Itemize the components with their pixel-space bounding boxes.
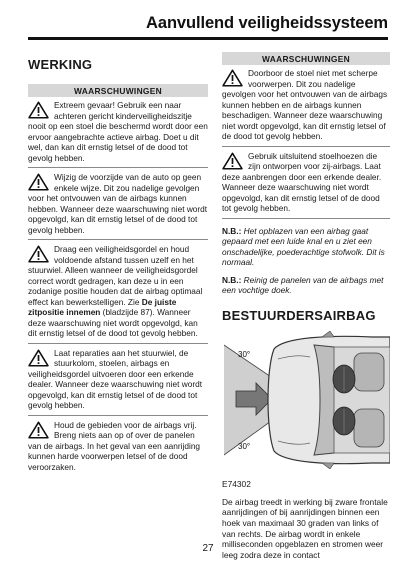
warning-triangle-icon: [28, 421, 49, 439]
cross-reference-link[interactable]: De juiste zitpositie innemen: [28, 296, 177, 317]
warning-item: [28, 244, 208, 339]
warnings-heading: WAARSCHUWINGEN: [222, 52, 390, 65]
warnings-heading: WAARSCHUWINGEN: [28, 84, 208, 97]
car-topview-illustration: [222, 331, 390, 469]
warning-text: Laat reparaties aan het stuurwiel, de stuurkolom, stoelen, airbags en veiligheidsgordel uitvoeren door een erkende dealer. Wanneer deze waarschuwing niet wordt opgevolgd, kan dit ernstig letsel of de dood tot gevolg hebben.: [28, 347, 203, 410]
figure-caption: E74302: [222, 478, 251, 489]
divider: [28, 239, 208, 240]
note: [222, 275, 390, 296]
warning-triangle-icon: [28, 349, 49, 367]
divider: [28, 167, 208, 168]
divider: [222, 146, 390, 147]
page-number: 27: [202, 543, 214, 554]
note-label: N.B.:: [222, 225, 242, 236]
warning-item: [28, 348, 208, 411]
mirror: [322, 331, 334, 337]
note-text: Reinig de panelen van de airbags met een vochtige doek.: [222, 274, 384, 295]
warning-item: [222, 151, 390, 214]
warning-triangle-icon: [222, 152, 243, 170]
warning-triangle-icon: [28, 245, 49, 263]
note-label: N.B.:: [222, 274, 242, 285]
warning-text: Doorboor de stoel niet met scherpe voorwerpen. Dit zou nadelige gevolgen voor het ontvouwen van de airbags kunnen hebben en de airbags kunnen beschadigen. Wanneer deze waarschuwing niet wordt opgevolgd, kan dit ernstig letsel of de dood tot gevolg hebben.: [222, 68, 388, 141]
warning-text: Houd de gebieden voor de airbags vrij. Breng niets aan op of over de panelen van de airbags. In het geval van een aanrijding kunnen harde voorwerpen letsel of de dood veroorzaken.: [28, 419, 201, 472]
divider: [28, 415, 208, 416]
warnings-list: [28, 100, 208, 472]
warning-text: (bladzijde 87). Wanneer deze waarschuwing niet wordt opgevolgd, kan dit ernstig letsel of de dood tot gevolg hebben.: [28, 307, 198, 338]
divider: [222, 218, 390, 219]
warning-triangle-icon: [222, 69, 243, 87]
section-title-bestuurdersairbag: BESTUURDERSAIRBAG: [222, 307, 376, 323]
right-column: [222, 52, 390, 561]
warning-text: Draag een veiligheidsgordel en houd voldoende afstand tussen uzelf en het stuurwiel. Alleen wanneer de veiligheidsgordel correct wordt gedragen, kan deze u in een zodanige positie houden dat de airbag optimaal effect kan bewerkstelligen. Zie: [28, 244, 203, 307]
warning-item: [222, 68, 390, 142]
header-rule: [28, 37, 388, 40]
warning-item: [28, 420, 208, 473]
note-text: Het opblazen van een airbag gaat gepaard met een luide knal en u ziet een onschadelijke, poederachtige stofwolk. Dit is normaal.: [222, 225, 385, 267]
body-paragraph: De airbag treedt in werking bij zware frontale aanrijdingen of bij aanrijdingen binnen een hoek van maximaal 30 graden van links of van rechts. De airbag wordt in enkele milliseconden opgeblazen en stromen weer leeg zodra deze in contact: [222, 496, 388, 561]
seat-passenger: [354, 353, 384, 391]
mirror: [322, 463, 334, 469]
angle-label-bottom: 30°: [238, 441, 251, 451]
warning-text: Gebruik uitsluitend stoelhoezen die zijn ontworpen voor zij-airbags. Laat deze aanbrengen door een erkende dealer. Wanneer deze waarschuwing niet wordt opgevolgd, kan dit ernstig letsel of de dood tot gevolg hebben.: [222, 150, 382, 213]
seat-driver: [354, 409, 384, 447]
warning-item: [28, 172, 208, 235]
section-title-werking: WERKING: [28, 57, 93, 72]
warning-item: [28, 100, 208, 163]
warning-triangle-icon: [28, 101, 49, 119]
left-column: [28, 52, 208, 475]
warnings-list: [222, 68, 390, 219]
note: [222, 226, 390, 268]
angle-label-top: 30°: [238, 349, 251, 359]
warning-triangle-icon: [28, 173, 49, 191]
warning-text: Wijzig de voorzijde van de auto op geen enkele wijze. Dit zou nadelige gevolgen voor het ontvouwen van de airbags kunnen hebben. Wanneer deze waarschuwing niet wordt opgevolgd, kan dit ernstig letsel of de dood tot gevolg hebben.: [28, 172, 208, 235]
warning-text: Extreem gevaar! Gebruik een naar achteren gericht kinderveiligheidszitje nooit op een stoel die beschermd wordt door een ervoor aangebrachte actieve airbag. Doet u dit wel, dan kan dit ernstig letsel of de dood tot gevolg hebben.: [28, 100, 208, 163]
divider: [28, 343, 208, 344]
page-title: Aanvullend veiligheidssysteem: [146, 14, 388, 32]
airbag-deployment-figure: [222, 331, 390, 469]
